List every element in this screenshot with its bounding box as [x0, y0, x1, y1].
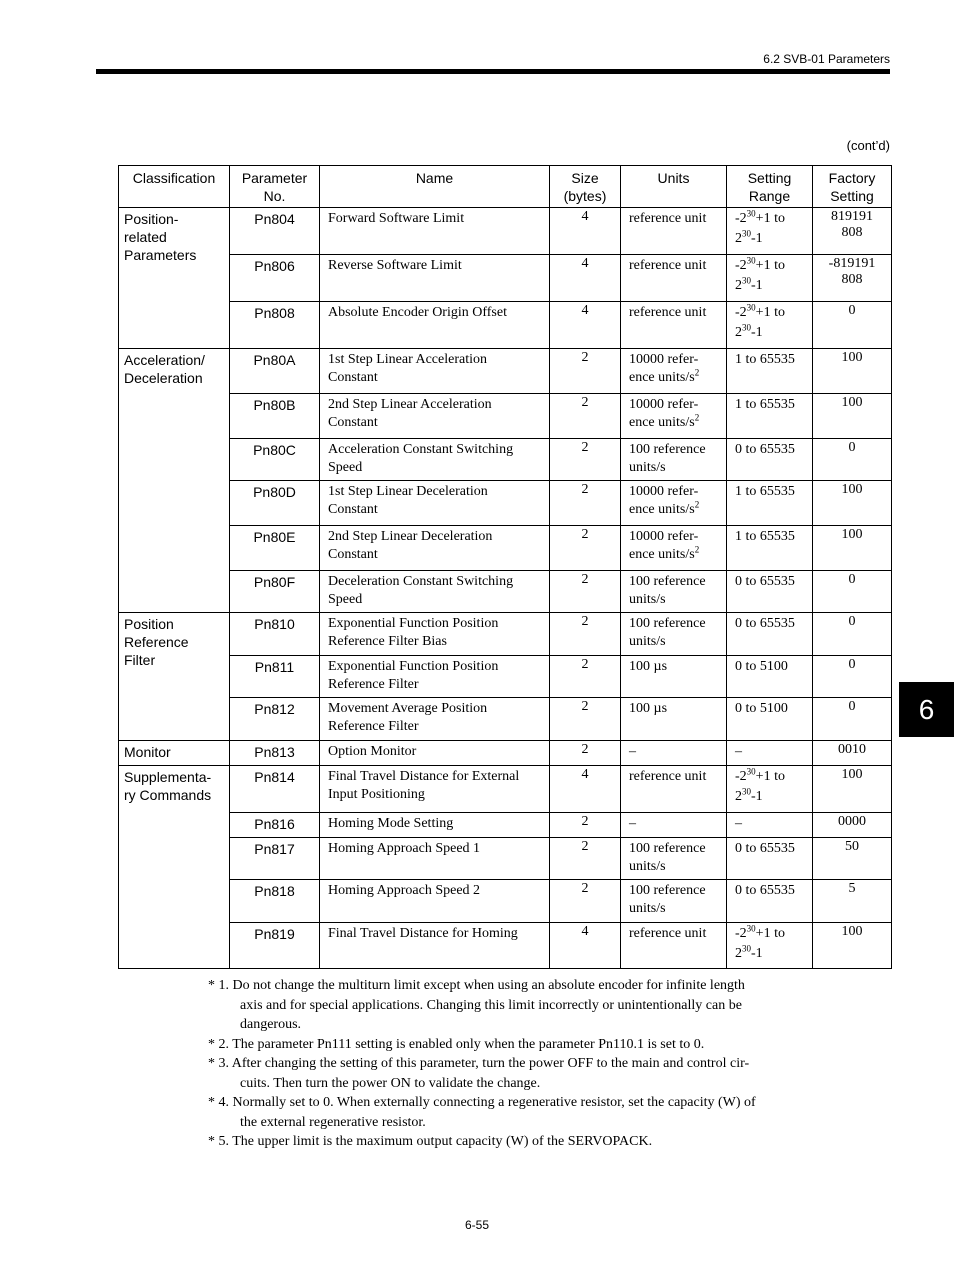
parameter-no: Pn80C [230, 439, 320, 481]
header-rule [96, 69, 890, 74]
table-row [119, 526, 892, 571]
range-cell: 1 to 65535 [727, 526, 813, 571]
table-row [119, 255, 892, 302]
footnote: * 5. The upper limit is the maximum output capacity (W) of the SERVOPACK. [208, 1134, 653, 1149]
parameter-no: Pn817 [230, 838, 320, 880]
factory-setting: 0 [813, 613, 892, 656]
table-row [119, 613, 892, 656]
parameter-no: Pn812 [230, 698, 320, 741]
units-cell: 10000 refer- ence units/$s^2$ [621, 394, 727, 439]
table-row [119, 481, 892, 526]
continued-label: (cont’d) [846, 138, 890, 153]
classification-cell: Acceleration/ Deceleration [119, 349, 230, 613]
size-cell: 2 [550, 613, 621, 656]
parameter-name: Homing Mode Setting [320, 813, 550, 838]
size-cell: 2 [550, 349, 621, 394]
parameter-name: Deceleration Constant Switching Speed [320, 571, 550, 613]
size-cell: 2 [550, 571, 621, 613]
column-header: Factory Setting [813, 166, 892, 208]
parameter-no: Pn80B [230, 394, 320, 439]
parameter-name: Exponential Function Position Reference Filter [320, 656, 550, 698]
classification-cell: Supplementa- ry Commands [119, 766, 230, 969]
range-cell: 0 to 65535 [727, 571, 813, 613]
range-cell: $-2^{30}+1$ to $2^{30}-1$ [727, 208, 813, 255]
units-cell: 10000 refer- ence units/$s^2$ [621, 526, 727, 571]
column-header: Size (bytes) [550, 166, 621, 208]
table-row [119, 880, 892, 923]
units-cell: 100 reference units/s [621, 838, 727, 880]
units-cell: reference unit [621, 766, 727, 813]
parameters-table [118, 165, 892, 969]
range-cell: $-2^{30}+1$ to $2^{30}-1$ [727, 302, 813, 349]
parameter-name: Final Travel Distance for Homing [320, 923, 550, 969]
size-cell: 2 [550, 838, 621, 880]
units-cell: 10000 refer- ence units/$s^2$ [621, 349, 727, 394]
footnote: * 4. Normally set to 0. When externally connecting a regenerative resistor, set the capacity (W) of the external regenerative resistor. [208, 1095, 756, 1130]
parameter-name: Reverse Software Limit [320, 255, 550, 302]
factory-setting: 0 [813, 656, 892, 698]
parameter-name: 2nd Step Linear Acceleration Constant [320, 394, 550, 439]
factory-setting: 0010 [813, 741, 892, 766]
range-cell: 1 to 65535 [727, 394, 813, 439]
factory-setting: 50 [813, 838, 892, 880]
factory-setting: -819191 808 [813, 255, 892, 302]
factory-setting: 100 [813, 349, 892, 394]
footnote: * 3. After changing the setting of this parameter, turn the power OFF to the main and control cir- cuits. Then turn the power ON to validate the change. [208, 1056, 750, 1091]
factory-setting: 0000 [813, 813, 892, 838]
units-cell: 100 reference units/s [621, 613, 727, 656]
factory-setting: 0 [813, 571, 892, 613]
table-row [119, 571, 892, 613]
units-cell: reference unit [621, 208, 727, 255]
size-cell: 2 [550, 481, 621, 526]
size-cell: 2 [550, 656, 621, 698]
size-cell: 2 [550, 813, 621, 838]
range-cell: 0 to 65535 [727, 613, 813, 656]
units-cell: reference unit [621, 923, 727, 969]
range-cell: 0 to 65535 [727, 880, 813, 923]
factory-setting: 0 [813, 302, 892, 349]
parameter-no: Pn808 [230, 302, 320, 349]
parameter-name: Acceleration Constant Switching Speed [320, 439, 550, 481]
parameter-name: Movement Average Position Reference Filter [320, 698, 550, 741]
size-cell: 4 [550, 255, 621, 302]
table-row [119, 302, 892, 349]
table-row [119, 741, 892, 766]
parameter-no: Pn813 [230, 741, 320, 766]
range-cell: – [727, 741, 813, 766]
table-row [119, 439, 892, 481]
size-cell: 2 [550, 526, 621, 571]
classification-cell: Position Reference Filter [119, 613, 230, 741]
parameter-no: Pn816 [230, 813, 320, 838]
parameter-no: Pn810 [230, 613, 320, 656]
range-cell: 0 to 5100 [727, 656, 813, 698]
parameter-name: Final Travel Distance for External Input Positioning [320, 766, 550, 813]
parameter-name: Option Monitor [320, 741, 550, 766]
range-cell: 0 to 65535 [727, 439, 813, 481]
range-cell: 0 to 5100 [727, 698, 813, 741]
parameter-no: Pn80D [230, 481, 320, 526]
units-cell: 100 reference units/s [621, 880, 727, 923]
parameter-no: Pn818 [230, 880, 320, 923]
range-cell: $-2^{30}+1$ to $2^{30}-1$ [727, 255, 813, 302]
table-row [119, 656, 892, 698]
units-cell: reference unit [621, 302, 727, 349]
parameter-name: Homing Approach Speed 1 [320, 838, 550, 880]
parameter-no: Pn80E [230, 526, 320, 571]
size-cell: 4 [550, 923, 621, 969]
parameter-name: Absolute Encoder Origin Offset [320, 302, 550, 349]
column-header: Units [621, 166, 727, 208]
table-row [119, 766, 892, 813]
size-cell: 4 [550, 302, 621, 349]
parameter-name: Exponential Function Position Reference Filter Bias [320, 613, 550, 656]
parameter-no: Pn80A [230, 349, 320, 394]
parameter-no: Pn814 [230, 766, 320, 813]
factory-setting: 0 [813, 439, 892, 481]
page-number: 6-55 [464, 1218, 490, 1232]
table-header-row [119, 166, 892, 208]
units-cell: 100 µs [621, 698, 727, 741]
column-header: Parameter No. [230, 166, 320, 208]
size-cell: 2 [550, 698, 621, 741]
chapter-tab: 6 [899, 682, 954, 737]
size-cell: 4 [550, 766, 621, 813]
footnote: * 2. The parameter Pn111 setting is enabled only when the parameter Pn110.1 is set to 0. [208, 1036, 705, 1052]
range-cell: 1 to 65535 [727, 349, 813, 394]
table-row [119, 813, 892, 838]
table-row [119, 394, 892, 439]
size-cell: 4 [550, 208, 621, 255]
range-cell: $-2^{30}+1$ to $2^{30}-1$ [727, 923, 813, 969]
factory-setting: 819191 808 [813, 208, 892, 255]
table-row [119, 838, 892, 880]
factory-setting: 100 [813, 394, 892, 439]
column-header: Name [320, 166, 550, 208]
range-cell: $-2^{30}+1$ to $2^{30}-1$ [727, 766, 813, 813]
range-cell: 1 to 65535 [727, 481, 813, 526]
footnotes [208, 976, 788, 1152]
units-cell: 100 reference units/s [621, 439, 727, 481]
table-row [119, 698, 892, 741]
range-cell: – [727, 813, 813, 838]
size-cell: 2 [550, 741, 621, 766]
size-cell: 2 [550, 880, 621, 923]
column-header: Setting Range [727, 166, 813, 208]
factory-setting: 0 [813, 698, 892, 741]
units-cell: – [621, 813, 727, 838]
parameter-no: Pn806 [230, 255, 320, 302]
parameter-no: Pn804 [230, 208, 320, 255]
parameter-name: 2nd Step Linear Deceleration Constant [320, 526, 550, 571]
parameter-name: Homing Approach Speed 2 [320, 880, 550, 923]
parameter-no: Pn811 [230, 656, 320, 698]
parameter-name: Forward Software Limit [320, 208, 550, 255]
factory-setting: 100 [813, 766, 892, 813]
size-cell: 2 [550, 439, 621, 481]
units-cell: 10000 refer- ence units/$s^2$ [621, 481, 727, 526]
factory-setting: 100 [813, 923, 892, 969]
table-row [119, 349, 892, 394]
classification-cell: Monitor [119, 741, 230, 766]
units-cell: 100 reference units/s [621, 571, 727, 613]
footnote: * 1. Do not change the multiturn limit except when using an absolute encoder for infinite length axis and for special applications. Changing this limit incorrectly or unintentionally can be dangerous. [208, 978, 745, 1032]
units-cell: 100 µs [621, 656, 727, 698]
factory-setting: 100 [813, 481, 892, 526]
classification-cell: Position- related Parameters [119, 208, 230, 349]
range-cell: 0 to 65535 [727, 838, 813, 880]
factory-setting: 100 [813, 526, 892, 571]
units-cell: reference unit [621, 255, 727, 302]
size-cell: 2 [550, 394, 621, 439]
table-row [119, 923, 892, 969]
parameter-no: Pn819 [230, 923, 320, 969]
table-row [119, 208, 892, 255]
parameter-name: 1st Step Linear Acceleration Constant [320, 349, 550, 394]
parameter-name: 1st Step Linear Deceleration Constant [320, 481, 550, 526]
column-header: Classification [119, 166, 230, 208]
parameter-no: Pn80F [230, 571, 320, 613]
factory-setting: 5 [813, 880, 892, 923]
section-header: 6.2 SVB-01 Parameters [763, 52, 890, 66]
units-cell: – [621, 741, 727, 766]
